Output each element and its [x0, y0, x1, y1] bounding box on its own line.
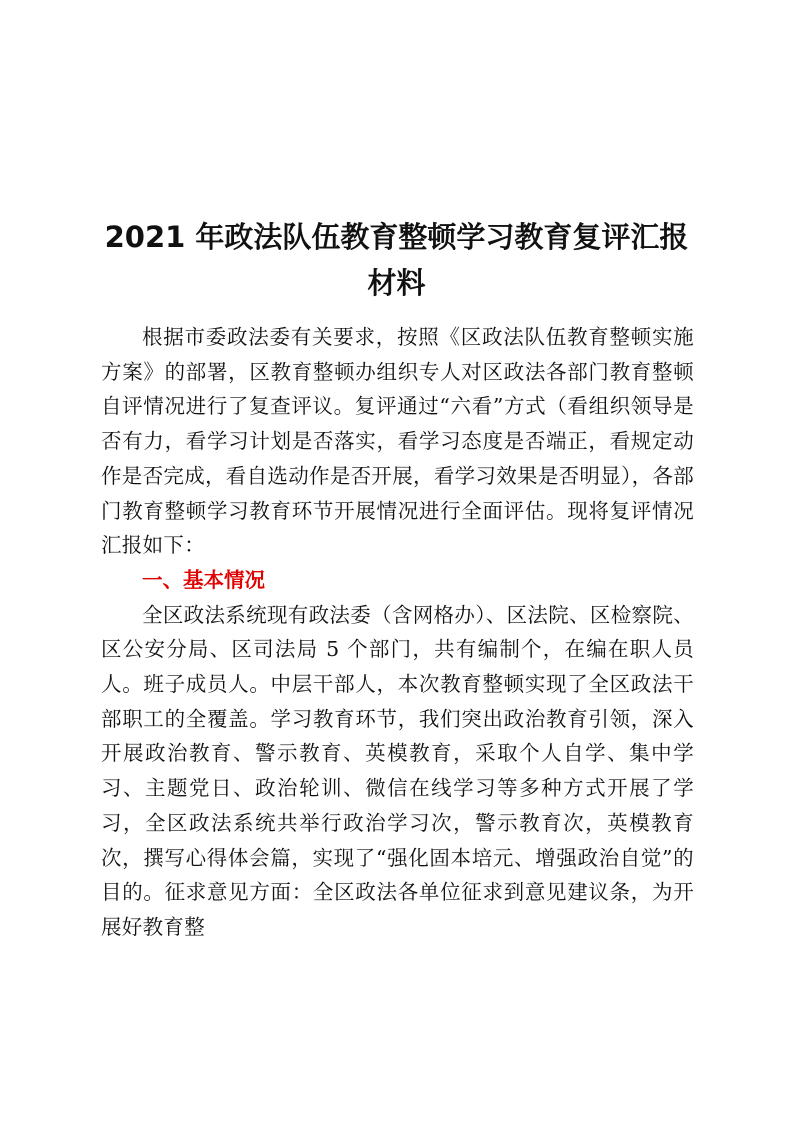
- section-heading-basic-situation: 一、基本情况: [142, 567, 265, 592]
- document-body: [101, 320, 694, 945]
- title-line-1: 2021 年政法队伍教育整顿学习教育复评汇报: [104, 220, 689, 254]
- intro-paragraph: 根据市委政法委有关要求，按照《区政法队伍教育整顿实施方案》的部署，区教育整顿办组织专人对区政法各部门教育整顿自评情况进行了复查评议。复评通过“六看”方式（看组织领导是否有力，看学习计划是否落实，看学习态度是否端正，看规定动作是否完成，看自选动作是否开展，看学习效果是否明显），各部门教育整顿学习教育环节开展情况进行全面评估。现将复评情况汇报如下：: [101, 325, 694, 558]
- document-title: [100, 214, 693, 306]
- title-line-2: 材料: [367, 266, 426, 300]
- basic-situation-paragraph: 全区政法系统现有政法委（含网格办）、区法院、区检察院、区公安分局、区司法局 5 个部门，共有编制个，在编在职人员人。班子成员人。中层干部人，本次教育整顿实现了全区政法干部职工的全覆盖。学习教育环节，我们突出政治教育引领，深入开展政治教育、警示教育、英模教育，采取个人自学、集中学习、主题党日、政治轮训、微信在线学习等多种方式开展了学习，全区政法系统共举行政治学习次，警示教育次，英模教育次，撰写心得体会篇，实现了“强化固本培元、增强政治自觉”的目的。征求意见方面：全区政法各单位征求到意见建议条，为开展好教育整: [101, 602, 694, 939]
